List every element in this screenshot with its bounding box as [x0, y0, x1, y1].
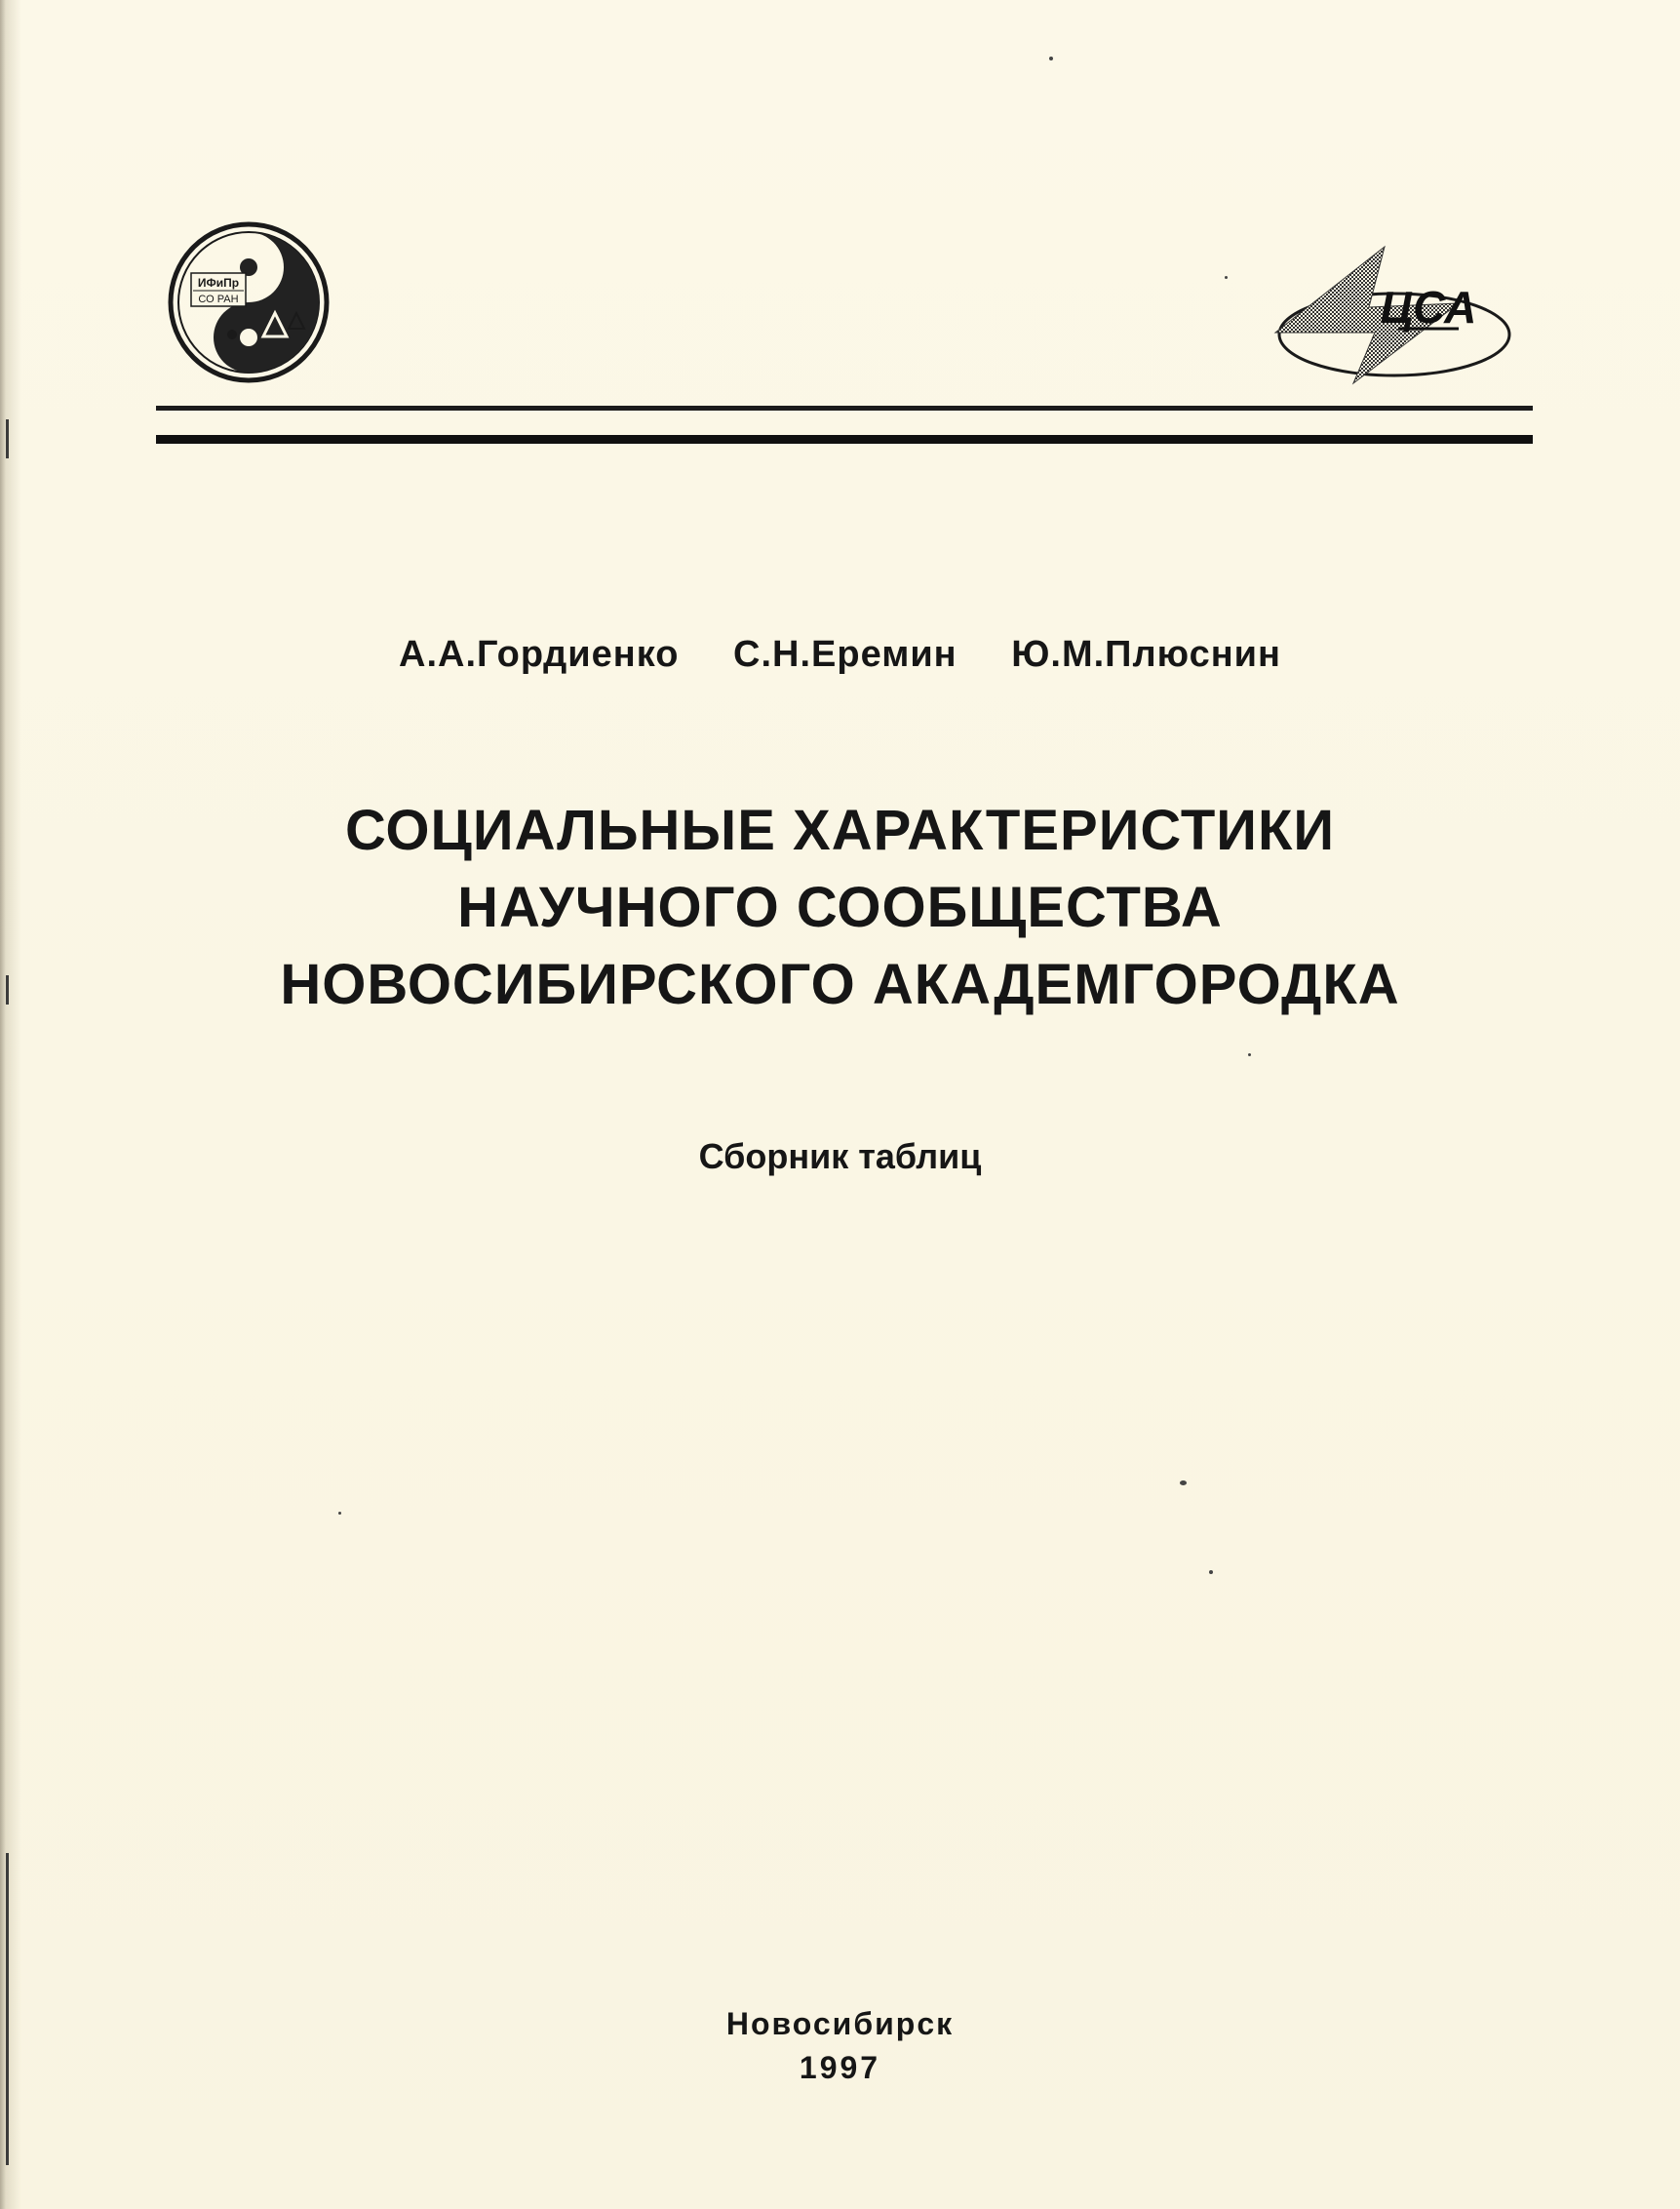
- author-name: С.Н.Еремин: [733, 634, 957, 675]
- logo-text: ЦСА: [1380, 282, 1477, 333]
- header-rule-thin: [156, 406, 1533, 411]
- scan-speck: [1049, 57, 1053, 60]
- scan-speck: [1248, 1053, 1251, 1056]
- subtitle: Сборник таблиц: [698, 1136, 982, 1176]
- scan-speck: [1209, 1570, 1213, 1574]
- title-line: НОВОСИБИРСКОГО АКАДЕМГОРОДКА: [280, 953, 1400, 1016]
- seal-text-line2: СО РАН: [198, 294, 239, 305]
- imprint-city: Новосибирск: [725, 2006, 955, 2041]
- scan-speck: [338, 1512, 341, 1515]
- scan-speck: [1180, 1480, 1187, 1485]
- authors-line: [0, 634, 1680, 676]
- header-rule-thick: [156, 435, 1533, 444]
- seal-text-line1: ИФиПр: [197, 276, 240, 290]
- lightning-ellipse-logo-icon: [1268, 239, 1521, 385]
- scan-speck: [1225, 276, 1228, 279]
- scan-edge-mark: [6, 419, 9, 458]
- institute-seal-icon: [166, 219, 332, 385]
- scan-edge-shadow: [0, 0, 21, 2209]
- author-name: Ю.М.Плюснин: [1011, 634, 1281, 675]
- imprint-year: 1997: [799, 2050, 881, 2085]
- title-line: СОЦИАЛЬНЫЕ ХАРАКТЕРИСТИКИ: [344, 799, 1336, 862]
- title-line: НАУЧНОГО СООБЩЕСТВА: [457, 876, 1223, 939]
- book-title: [0, 792, 1680, 1023]
- author-name: А.А.Гордиенко: [399, 634, 680, 675]
